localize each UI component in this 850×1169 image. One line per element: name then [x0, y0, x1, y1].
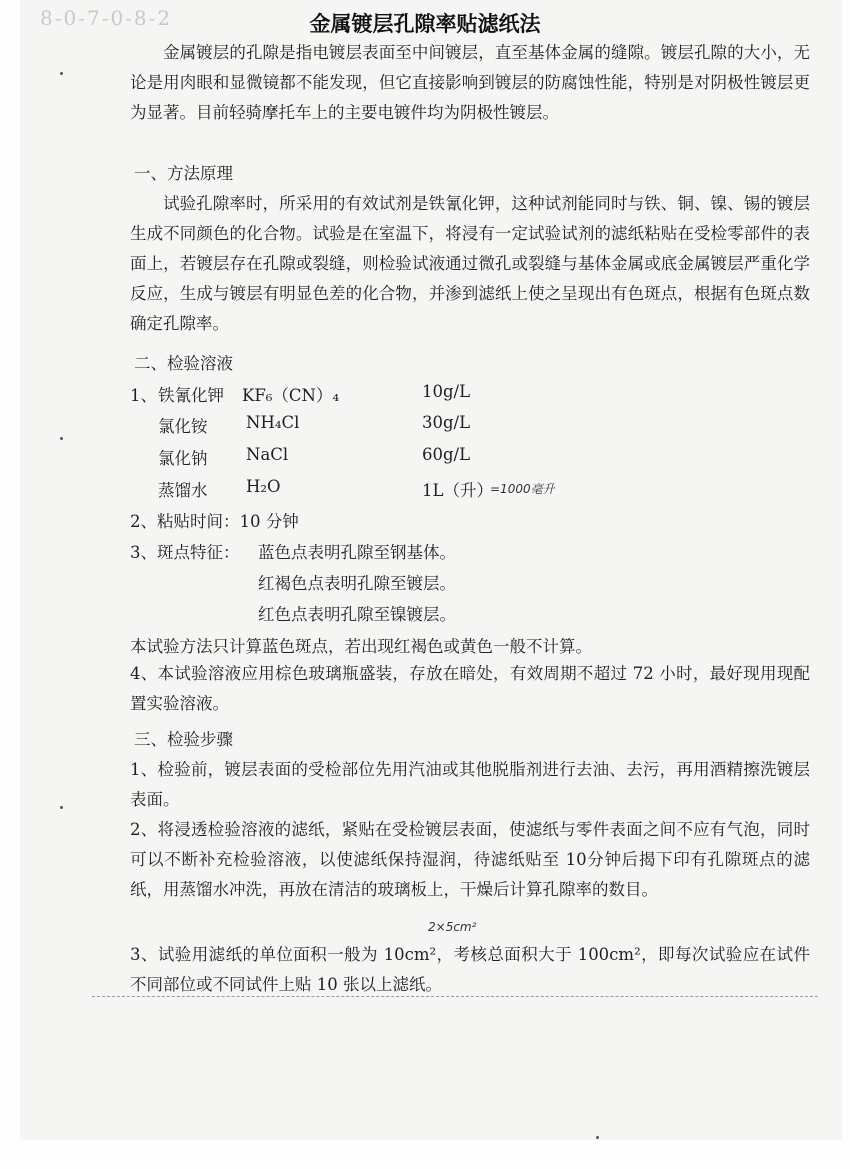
- spot-feature-item: 蓝色点表明孔隙至钢基体。: [258, 543, 456, 562]
- reagent-name: 氯化钠: [158, 449, 208, 468]
- step-item: 3、试验用滤纸的单位面积一般为 10cm²，考核总面积大于 100cm²，即每次试验应在试件不同部位或不同试件上贴 10 张以上滤纸。: [130, 945, 810, 994]
- document-title: 金属镀层孔隙率贴滤纸法: [309, 11, 541, 36]
- section3-heading: 三、检验步骤: [134, 730, 233, 749]
- reagent-formula: NaCl: [246, 445, 289, 464]
- scan-speck: [60, 806, 63, 809]
- section1-body: 试验孔隙率时，所采用的有效试剂是铁氰化钾，这种试剂能同时与铁、铜、镍、锡的镀层生成不同颜色的化合物。试验是在室温下，将浸有一定试验试剂的滤纸粘贴在受检零部件的表面上，若镀层存在孔隙或裂缝，则检验试液通过微孔或裂缝与基体金属或底金属镀层严重化学反应，生成与镀层有明显色差的化合物，并渗到滤纸上使之呈现出有色斑点，根据有色斑点数确定孔隙率。: [130, 194, 810, 333]
- storage-item: 4、本试验溶液应用棕色玻璃瓶盛装，存放在暗处，有效周期不超过 72 小时，最好现用现配置实验溶液。: [130, 664, 810, 713]
- intro-paragraph: 金属镀层的孔隙是指电镀层表面至中间镀层，直至基体金属的缝隙。镀层孔隙的大小，无论是用肉眼和显微镜都不能发现，但它直接影响到镀层的防腐蚀性能，特别是对阴极性镀层更为显著。目前轻骑摩托车上的主要电镀件均为阴极性镀层。: [130, 43, 810, 122]
- spot-features-label: 3、斑点特征：: [130, 543, 240, 562]
- reagent-amount: 60g/L: [422, 445, 471, 464]
- reagent-name: 蒸馏水: [158, 481, 208, 500]
- scan-speck: [596, 1136, 599, 1139]
- divider-line: [92, 996, 818, 997]
- reagent-name: 铁氰化钾: [158, 386, 224, 405]
- paste-time: 2、粘贴时间：10 分钟: [130, 512, 299, 531]
- spot-feature-item: 红褐色点表明孔隙至镀层。: [258, 574, 456, 593]
- handwritten-note: 2×5cm²: [428, 920, 477, 934]
- reagent-formula: H₂O: [246, 477, 281, 496]
- spot-feature-item: 红色点表明孔隙至镍镀层。: [258, 605, 456, 624]
- section2-heading: 二、检验溶液: [134, 354, 233, 373]
- faded-stamp-number: 8-0-7-0-8-2: [40, 6, 173, 30]
- reagent-amount: 1L（升）: [422, 481, 493, 500]
- reagent-name: 氯化铵: [158, 417, 208, 436]
- step-item: 2、将浸透检验溶液的滤纸，紧贴在受检镀层表面，使滤纸与零件表面之间不应有气泡，同时可以不断补充检验溶液，以使滤纸保持湿润，待滤纸贴至 10分钟后揭下印有孔隙斑点的滤纸，用蒸馏水冲洗，再放在清洁的玻璃板上，干燥后计算孔隙率的数目。: [130, 820, 810, 899]
- scan-speck: [60, 72, 63, 75]
- section1-heading: 一、方法原理: [134, 164, 233, 183]
- scan-speck: [60, 437, 63, 440]
- reagent-amount: 30g/L: [422, 413, 471, 432]
- reagent-formula: NH₄Cl: [246, 413, 300, 432]
- reagent-formula: KF₆（CN）₄: [242, 386, 340, 405]
- handwritten-note: =1000毫升: [490, 482, 555, 496]
- calculation-note: 本试验方法只计算蓝色斑点，若出现红褐色或黄色一般不计算。: [130, 637, 592, 656]
- reagent-amount: 10g/L: [422, 382, 471, 401]
- reagent-prefix: 1、: [130, 386, 157, 405]
- step-item: 1、检验前，镀层表面的受检部位先用汽油或其他脱脂剂进行去油、去污，再用酒精擦洗镀层表面。: [130, 760, 810, 809]
